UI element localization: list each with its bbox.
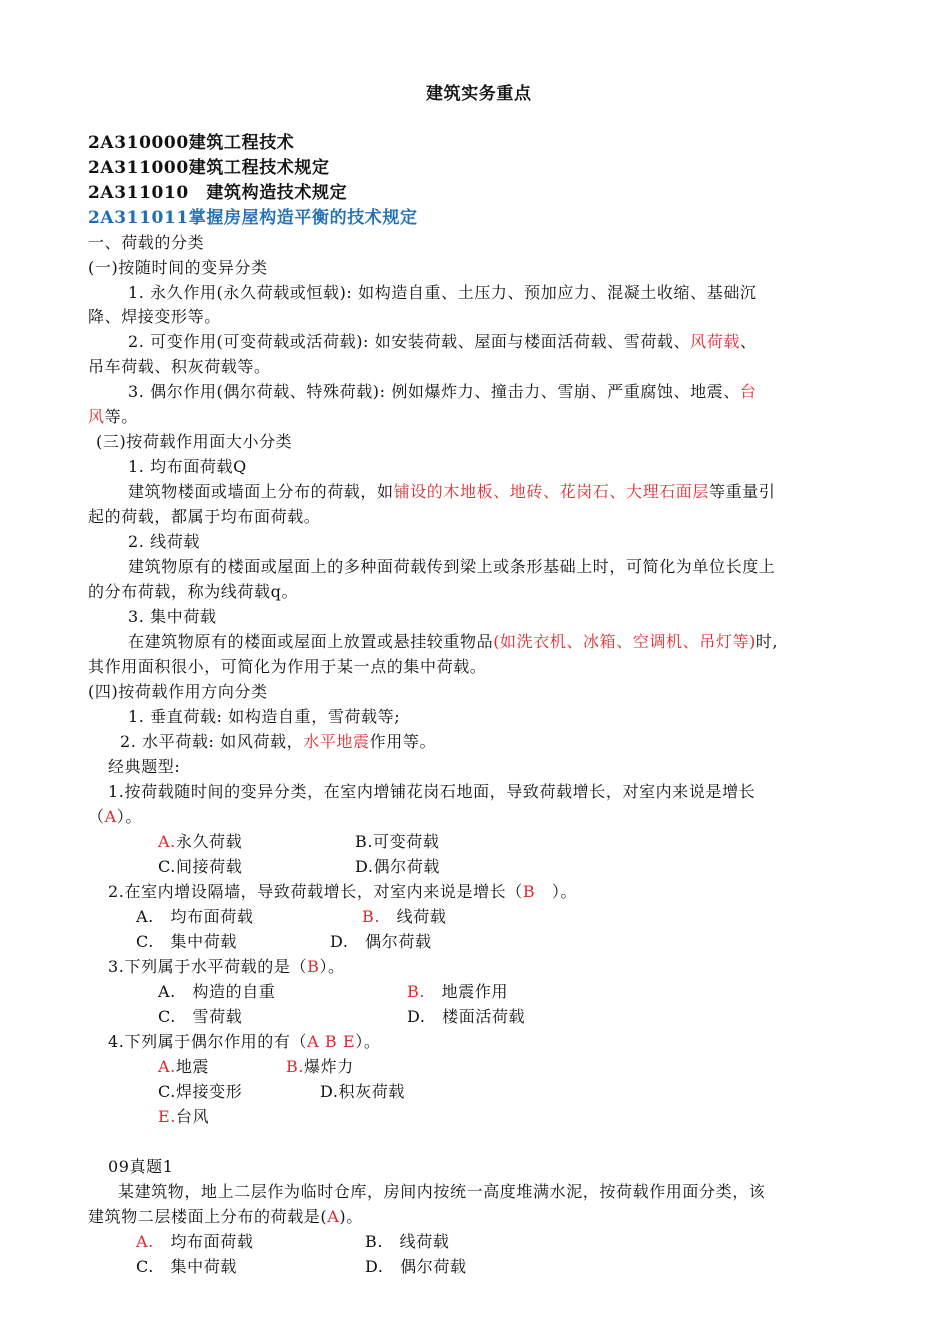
text-segment: 起的荷载，都属于均布面荷载。 xyxy=(88,507,321,526)
text-segment: 建筑物二层楼面上分布的荷载是( xyxy=(88,1207,328,1226)
text-segment: 降、焊接变形等。 xyxy=(88,307,221,326)
text-line xyxy=(88,233,204,253)
text-segment: ）。 xyxy=(535,882,578,901)
text-line xyxy=(407,1007,525,1027)
heading-level-2: 2A311000建筑工程技术规定 xyxy=(88,158,330,178)
text-line xyxy=(355,832,439,852)
text-segment: 线荷载 xyxy=(380,907,447,926)
text-segment: 均布面荷载 xyxy=(153,1232,254,1251)
text-segment: 建筑物楼面或墙面上分布的荷载，如 xyxy=(128,482,394,501)
text-line xyxy=(128,607,217,627)
text-line xyxy=(108,782,755,802)
text-segment: 、 xyxy=(739,332,757,351)
text-segment: 经典题型: xyxy=(108,757,181,776)
text-segment: 4.下列属于偶尔作用的有（ xyxy=(108,1032,308,1051)
text-segment: 1. 均布面荷载Q xyxy=(128,457,247,476)
highlight-text: B. xyxy=(407,982,426,1001)
text-segment: 等。 xyxy=(104,407,138,426)
text-line xyxy=(128,332,757,352)
text-segment: ）。 xyxy=(116,807,142,826)
text-line xyxy=(128,557,775,577)
highlight-text: A xyxy=(327,1207,340,1226)
highlight-text: A xyxy=(104,807,117,826)
text-segment: ）。 xyxy=(355,1032,381,1051)
text-line xyxy=(88,1207,363,1227)
highlight-text: 台 xyxy=(739,382,757,401)
text-segment: 一、荷载的分类 xyxy=(88,233,205,252)
text-segment: A. 构造的自重 xyxy=(158,982,276,1001)
text-segment: 某建筑物，地上二层作为临时仓库，房间内按统一高度堆满水泥，按荷载作用面分类，该 xyxy=(118,1182,766,1201)
text-line xyxy=(136,1257,237,1277)
text-segment: D. 偶尔荷载 xyxy=(365,1257,467,1276)
text-line xyxy=(128,382,757,402)
text-line xyxy=(158,982,275,1002)
highlight-text: A. xyxy=(158,832,176,851)
text-segment: D. 楼面活荷载 xyxy=(407,1007,526,1026)
text-segment: 地震作用 xyxy=(425,982,509,1001)
text-segment: 2. 线荷载 xyxy=(128,532,200,551)
text-segment: B. 线荷载 xyxy=(365,1232,450,1251)
highlight-text: 铺设的木地板、地砖、花岗石、大理石面层 xyxy=(393,482,710,501)
text-line xyxy=(158,832,242,852)
text-segment: C. 集中荷载 xyxy=(136,1257,237,1276)
text-line xyxy=(108,1157,174,1177)
highlight-text: 风 xyxy=(88,407,105,426)
text-line xyxy=(88,357,271,377)
text-line xyxy=(88,407,138,427)
text-line xyxy=(88,582,298,602)
text-segment: 建筑物原有的楼面或屋面上的多种面荷载传到梁上或条形基础上时，可简化为单位长度上 xyxy=(128,557,776,576)
text-segment: (四)按荷载作用方向分类 xyxy=(88,682,268,701)
text-line xyxy=(128,532,200,552)
text-line xyxy=(88,682,268,702)
highlight-text: 风荷载 xyxy=(690,332,740,351)
text-line xyxy=(407,982,508,1002)
text-line xyxy=(128,482,775,502)
text-segment: D.积灰荷载 xyxy=(320,1082,405,1101)
text-segment: 时, xyxy=(755,632,779,651)
highlight-text: 水平地震 xyxy=(303,732,370,751)
page-title: 建筑实务重点 xyxy=(426,84,532,104)
text-line xyxy=(158,857,242,877)
text-segment: 3.下列属于水平荷载的是（ xyxy=(108,957,308,976)
text-line xyxy=(365,1257,467,1277)
text-segment: (三)按荷载作用面大小分类 xyxy=(96,432,293,451)
text-line xyxy=(128,283,757,303)
highlight-text: (如洗衣机、冰箱、空调机、吊灯等) xyxy=(493,632,756,651)
text-segment: 1. 垂直荷载: 如构造自重，雪荷载等; xyxy=(128,707,401,726)
text-line xyxy=(128,632,778,652)
text-segment: 1.按荷载随时间的变异分类，在室内增铺花岗石地面，导致荷载增长，对室内来说是增长 xyxy=(108,782,756,801)
text-line xyxy=(128,457,247,477)
text-line xyxy=(136,932,237,952)
text-segment: C. 雪荷载 xyxy=(158,1007,243,1026)
heading-level-3: 2A311010 建筑构造技术规定 xyxy=(88,183,348,203)
text-segment: 吊车荷载、积灰荷载等。 xyxy=(88,357,271,376)
text-line xyxy=(136,1232,253,1252)
text-line xyxy=(88,807,142,827)
text-segment: 3. 偶尔作用(偶尔荷载、特殊荷载): 例如爆炸力、撞击力、雪崩、严重腐蚀、地震、 xyxy=(128,382,740,401)
text-line xyxy=(158,1057,209,1077)
text-line xyxy=(362,907,446,927)
text-segment: (一)按随时间的变异分类 xyxy=(88,258,268,277)
text-line xyxy=(108,957,345,977)
text-segment: 2.在室内增设隔墙，导致荷载增长，对室内来说是增长（ xyxy=(108,882,523,901)
text-segment: 的分布荷载，称为线荷载q。 xyxy=(88,582,299,601)
text-line xyxy=(88,657,486,677)
text-segment: C.间接荷载 xyxy=(158,857,243,876)
text-line xyxy=(158,1107,209,1127)
text-line xyxy=(365,1232,449,1252)
text-line xyxy=(320,1082,405,1102)
text-line xyxy=(108,757,180,777)
text-segment: D. 偶尔荷载 xyxy=(330,932,432,951)
text-segment: （ xyxy=(88,807,105,826)
text-line xyxy=(118,1182,765,1202)
text-line xyxy=(136,907,253,927)
text-segment: 等重量引 xyxy=(709,482,776,501)
highlight-text: A B E xyxy=(307,1032,356,1051)
text-segment: 永久荷载 xyxy=(175,832,243,851)
text-segment: 台风 xyxy=(175,1107,210,1126)
text-segment: 在建筑物原有的楼面或屋面上放置或悬挂较重物品 xyxy=(128,632,494,651)
text-line xyxy=(330,932,432,952)
text-line xyxy=(128,707,400,727)
text-segment: ）。 xyxy=(319,957,345,976)
text-line xyxy=(158,1007,242,1027)
highlight-text: E. xyxy=(158,1107,176,1126)
text-segment: 1. 永久作用(永久荷载或恒载): 如构造自重、土压力、预加应力、混凝土收缩、基础沉 xyxy=(128,283,757,302)
text-segment: C. 集中荷载 xyxy=(136,932,237,951)
text-line xyxy=(286,1057,354,1077)
text-segment: 其作用面积很小，可简化为作用于某一点的集中荷载。 xyxy=(88,657,487,676)
text-line xyxy=(355,857,440,877)
text-segment: C.焊接变形 xyxy=(158,1082,243,1101)
heading-level-1: 2A310000建筑工程技术 xyxy=(88,133,295,153)
heading-level-4: 2A311011掌握房屋构造平衡的技术规定 xyxy=(88,208,418,228)
text-line xyxy=(88,307,221,327)
text-line xyxy=(120,732,436,752)
highlight-text: A. xyxy=(136,1232,154,1251)
text-line xyxy=(108,882,577,902)
text-line xyxy=(96,432,292,452)
text-segment: 爆炸力 xyxy=(304,1057,354,1076)
text-line xyxy=(158,1082,242,1102)
text-line xyxy=(108,1032,380,1052)
text-segment: 地震 xyxy=(175,1057,210,1076)
text-segment: 3. 集中荷载 xyxy=(128,607,217,626)
text-segment: 作用等。 xyxy=(369,732,437,751)
text-segment: 09真题1 xyxy=(108,1157,174,1176)
text-segment: B.可变荷载 xyxy=(355,832,440,851)
text-segment: 2. 可变作用(可变荷载或活荷载): 如安装荷载、屋面与楼面活荷载、雪荷载、 xyxy=(128,332,691,351)
highlight-text: B xyxy=(522,882,536,901)
text-line xyxy=(88,507,320,527)
text-line xyxy=(88,258,268,278)
highlight-text: B. xyxy=(362,907,381,926)
highlight-text: B xyxy=(307,957,320,976)
highlight-text: A. xyxy=(158,1057,176,1076)
text-segment: 2. 水平荷载: 如风荷载， xyxy=(120,732,304,751)
text-segment: A. 均布面荷载 xyxy=(136,907,254,926)
text-segment: )。 xyxy=(339,1207,363,1226)
text-segment: D.偶尔荷载 xyxy=(355,857,440,876)
highlight-text: B. xyxy=(286,1057,305,1076)
